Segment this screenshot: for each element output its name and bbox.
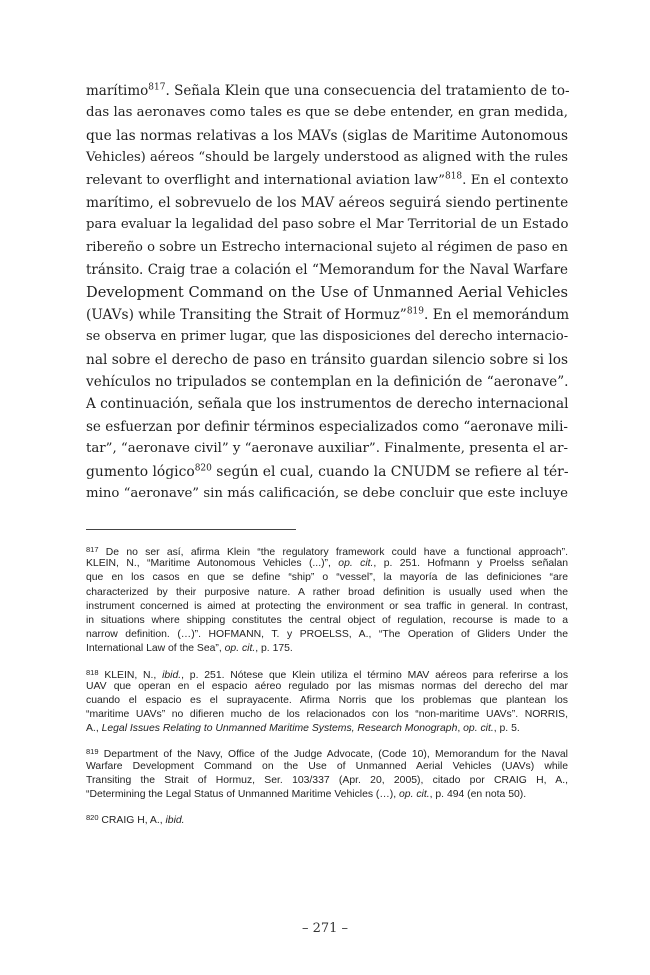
footnote-text: narrow definition. (…)”. HOFMANN, T. y PROELSS, A., “The Operation of Gliders Under the	[86, 629, 568, 641]
body-line-text: das las aeronaves como tales es que se debe entender, en gran medida,	[86, 105, 568, 121]
footnote-line	[86, 694, 568, 708]
footnote-line	[86, 745, 568, 759]
footnote-line	[86, 642, 568, 656]
body-line-text: se observa en primer lugar, que las disposiciones del derecho internacio-	[86, 329, 569, 345]
body-line-text: nal sobre el derecho de paso en tránsito guardan silencio sobre si los	[86, 351, 568, 368]
footnote-text: Department of the Navy, Office of the Judge Advocate, (Code 10), Memorandum for the Naval	[103, 749, 568, 761]
body-line	[86, 371, 568, 393]
body-line-text: tránsito. Craig trae a colación el “Memorandum for the Naval Warfare	[86, 262, 568, 279]
body-line	[86, 80, 568, 102]
body-line-text: . En el contexto	[462, 172, 569, 188]
footnote-text: UAV que operan en el espacio aéreo regulado por las mismas normas del derecho del mar	[86, 680, 568, 692]
footnote-number: 820	[86, 813, 99, 823]
body-line-text: para evaluar la legalidad del paso sobre el Mar Territorial de un Estado	[86, 217, 569, 233]
footnote-text: International Law of the Sea”,	[86, 643, 225, 655]
page-number: – 271 –	[301, 921, 349, 936]
footnote	[86, 745, 568, 802]
footnote-line	[86, 628, 568, 642]
footnote-line	[86, 543, 568, 557]
footnote-text: instrument concerned is aimed at protecting the environment or sea traffic in general. In contrast,	[86, 600, 568, 612]
body-line-text: Vehicles) aéreos “should be largely understood as aligned with the rules	[86, 150, 568, 166]
footnote-text: CRAIG H, A.,	[101, 815, 166, 827]
footnote-line	[86, 586, 568, 600]
body-line	[86, 102, 568, 124]
body-line-text: mino “aeronave” sin más calificación, se debe concluir que este incluye	[86, 486, 568, 502]
body-line	[86, 461, 568, 483]
body-line-text: A continuación, señala que los instrumentos de derecho internacional	[86, 396, 569, 413]
body-line	[86, 170, 568, 192]
body-line-text: tar”, “aeronave civil” y “aeronave auxiliar”. Finalmente, presenta el ar-	[86, 441, 568, 457]
body-line-text: ribereño o sobre un Estrecho internacional sujeto al régimen de paso en	[86, 239, 568, 255]
footnote-line	[86, 722, 568, 736]
footnote-italic-text: ibid.	[165, 815, 185, 827]
footnote-line	[86, 557, 568, 571]
footnote-text: ,	[457, 723, 464, 735]
body-line-text: (UAVs) while Transiting the Strait of Hormuz”	[86, 306, 407, 323]
footnote-line	[86, 788, 568, 802]
footnote-text: , p. 494 (en nota 50).	[429, 789, 527, 800]
footnote-text: Warfare Development Command on the Use of Unmanned Aerial Vehicles (UAVs) while	[86, 760, 568, 772]
footnote-text: “maritime UAVs” no difieren mucho de los relacionados con los “non-maritime UAVs”. NORRIS,	[86, 709, 568, 721]
footnote-italic-text: ibid.	[162, 669, 182, 681]
footnote-text: , p. 175.	[255, 643, 293, 655]
body-line-text: marítimo	[86, 83, 149, 99]
body-line-text: según el cual, cuando la CNUDM se refiere al tér-	[211, 463, 569, 480]
body-line-text: . En el memorándum	[424, 306, 570, 323]
main-body-text	[86, 80, 568, 505]
body-line-text: Development Command on the Use of Unmanned Aerial Vehicles	[86, 283, 568, 301]
footnote-text: in situations where shipping constitutes the central object of regulation, recourse is made to a	[86, 614, 568, 626]
body-line	[86, 349, 568, 371]
footnote-line	[86, 600, 568, 614]
footnote-line	[86, 760, 568, 774]
body-line	[86, 483, 568, 505]
body-line	[86, 259, 568, 281]
footnote-line	[86, 811, 568, 825]
footnote-line	[86, 680, 568, 694]
footnote-text: characterized by their purposive nature. A rather broad definition is usually used when the	[86, 586, 568, 598]
body-line-text: relevant to overflight and international aviation law”	[86, 172, 445, 188]
footnote-italic-text: op. cit.	[224, 643, 256, 655]
body-line	[86, 304, 568, 326]
footnote-text: KLEIN, N., “Maritime Autonomous Vehicles (...)”,	[86, 558, 339, 570]
body-line	[86, 393, 568, 415]
footnote-line	[86, 571, 568, 585]
footnotes-section	[86, 543, 568, 834]
body-line-text: . Señala Klein que una consecuencia del tratamiento de to-	[165, 83, 570, 99]
footnote	[86, 811, 568, 825]
footnote	[86, 543, 568, 657]
body-line-text: que las normas relativas a los MAVs (siglas de Maritime Autonomous	[86, 127, 568, 144]
footnote-italic-text: op. cit.	[399, 789, 430, 800]
footnote-text: A.,	[86, 723, 102, 735]
footnote-separator	[86, 529, 296, 530]
footnote-number: 817	[86, 545, 99, 554]
footnote-reference[interactable]: 818	[444, 171, 463, 182]
footnote-line	[86, 708, 568, 722]
footnote	[86, 666, 568, 737]
footnote-italic-text: op. cit.	[463, 723, 494, 735]
footnote-text: De no ser así, afirma Klein “the regulatory framework could have a functional approach”.	[105, 547, 568, 558]
footnote-text: “Determining the Legal Status of Unmanned Maritime Vehicles (…),	[86, 789, 400, 800]
body-line	[86, 147, 568, 169]
footnote-text: Transiting the Strait of Hormuz, Ser. 103/337 (Apr. 20, 2005), citado por CRAIG H, A.,	[86, 774, 568, 786]
footnote-italic-text: Legal Issues Relating to Unmanned Maritime Systems, Research Monograph	[101, 723, 458, 735]
footnote-text: , p. 251. Hofmann y Proelss señalan	[373, 558, 568, 570]
body-line	[86, 416, 568, 438]
body-line-text: vehículos no tripulados se contemplan en la definición de “aeronave”.	[86, 374, 569, 391]
body-line-text: se esfuerzan por definir términos especializados como “aeronave mili-	[86, 418, 568, 435]
footnote-reference[interactable]: 819	[406, 306, 424, 317]
footnote-line	[86, 666, 568, 680]
body-line-text: marítimo, el sobrevuelo de los MAV aéreos seguirá siendo pertinente	[86, 194, 569, 211]
body-line	[86, 282, 568, 304]
footnote-reference[interactable]: 817	[148, 82, 166, 93]
footnote-italic-text: op. cit.	[338, 558, 374, 570]
footnote-text: KLEIN, N.,	[104, 669, 163, 681]
body-line	[86, 192, 568, 214]
footnote-line	[86, 774, 568, 788]
footnote-text: , p. 5.	[493, 723, 520, 735]
footnote-number: 819	[86, 747, 99, 757]
body-line	[86, 237, 568, 259]
footnote-text: cuando el espacio es el suprayacente. Afirma Norris que los problemas que plantean los	[86, 694, 568, 706]
body-line	[86, 438, 568, 460]
body-line	[86, 125, 568, 147]
footnote-number: 818	[86, 667, 99, 677]
body-line	[86, 214, 568, 236]
footnote-text: , p. 251. Nótese que Klein utiliza el término MAV aéreos para referirse a los	[181, 669, 569, 681]
body-line	[86, 326, 568, 348]
body-line-text: gumento lógico	[86, 463, 195, 480]
footnote-line	[86, 614, 568, 628]
footnote-text: que en los casos en que se define “ship” o “vessel”, la mayoría de las definiciones “are	[86, 572, 568, 584]
footnote-reference[interactable]: 820	[194, 463, 212, 474]
